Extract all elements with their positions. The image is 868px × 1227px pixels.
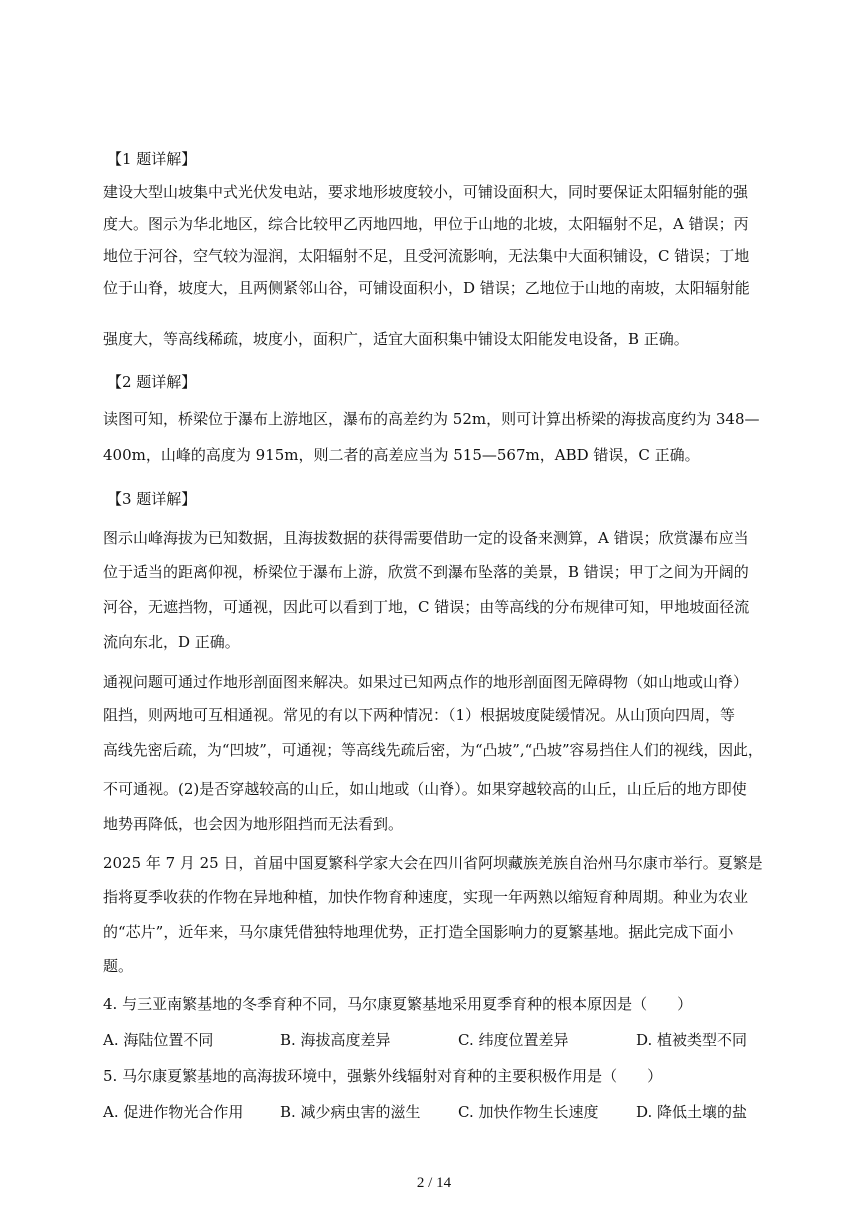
section-header: 【2 题详解】 <box>107 373 197 391</box>
answer-line: 河谷，无遮挡物，可通视，因此可以看到丁地，C 错误；由等高线的分布规律可知，甲地坡面径流 <box>103 598 750 616</box>
note-line: 高线先密后疏，为“凹坡”，可通视；等高线先疏后密，为“凸坡”,“凸坡”容易挡住人们的视线，因此， <box>103 741 763 759</box>
section-header: 【1 题详解】 <box>107 150 197 168</box>
answer-line: 位于山脊，坡度大，且两侧紧邻山谷，可铺设面积小，D 错误；乙地位于山地的南坡，太阳辐射能 <box>103 279 750 297</box>
answer-line: 400m，山峰的高度为 915m，则二者的高差应当为 515—567m，ABD 错误，C 正确。 <box>103 446 700 464</box>
answer-line: 读图可知，桥梁位于瀑布上游地区，瀑布的高差约为 52m，则可计算出桥梁的海拔高度约为 348— <box>103 410 760 428</box>
note-line: 地势再降低，也会因为地形阻挡而无法看到。 <box>103 815 404 833</box>
note-line: 阻挡，则两地可互相通视。常见的有以下两种情况：（1）根据坡度陡缓情况。从山顶向四周，等 <box>103 706 736 724</box>
option-a: A. 促进作物光合作用 <box>103 1103 244 1121</box>
answer-line: 位于适当的距离仰视，桥梁位于瀑布上游，欣赏不到瀑布坠落的美景，B 错误；甲丁之间为开阔的 <box>103 563 749 581</box>
note-line: 通视问题可通过作地形剖面图来解决。如果过已知两点作的地形剖面图无障碍物（如山地或山脊） <box>103 673 749 691</box>
answer-line: 强度大，等高线稀疏，坡度小，面积广，适宜大面积集中铺设太阳能发电设备，B 正确。 <box>103 330 689 348</box>
passage-line: 题。 <box>103 957 134 975</box>
option-b: B. 减少病虫害的滋生 <box>280 1103 421 1121</box>
answer-line: 流向东北，D 正确。 <box>103 633 240 651</box>
passage-line: 的“芯片”，近年来，马尔康凭借独特地理优势，正打造全国影响力的夏繁基地。据此完成下面小 <box>103 923 734 941</box>
option-c: C. 加快作物生长速度 <box>458 1103 599 1121</box>
option-b: B. 海拔高度差异 <box>280 1031 391 1049</box>
option-c: C. 纬度位置差异 <box>458 1031 569 1049</box>
question-stem: 5. 马尔康夏繁基地的高海拔环境中，强紫外线辐射对育种的主要积极作用是（ ） <box>103 1067 663 1085</box>
option-d: D. 降低土壤的盐 <box>636 1103 748 1121</box>
answer-line: 地位于河谷，空气较为湿润，太阳辐射不足，且受河流影响，无法集中大面积铺设，C 错误；丁地 <box>103 247 750 265</box>
passage-line: 2025 年 7 月 25 日，首届中国夏繁科学家大会在四川省阿坝藏族羌族自治州马尔康市举行。夏繁是 <box>103 854 763 872</box>
option-a: A. 海陆位置不同 <box>103 1031 214 1049</box>
passage-line: 指将夏季收获的作物在异地种植，加快作物育种速度，实现一年两熟以缩短育种周期。种业为农业 <box>103 888 749 906</box>
answer-line: 建设大型山坡集中式光伏发电站，要求地形坡度较小，可铺设面积大，同时要保证太阳辐射能的强 <box>103 183 749 201</box>
answer-line: 度大。图示为华北地区，综合比较甲乙丙地四地，甲位于山地的北坡，太阳辐射不足，A 错误；丙 <box>103 215 749 233</box>
question-stem: 4. 与三亚南繁基地的冬季育种不同，马尔康夏繁基地采用夏季育种的根本原因是（ ） <box>103 995 693 1013</box>
section-header: 【3 题详解】 <box>107 490 197 508</box>
answer-line: 图示山峰海拔为已知数据，且海拔数据的获得需要借助一定的设备来测算，A 错误；欣赏瀑布应当 <box>103 529 749 547</box>
option-d: D. 植被类型不同 <box>636 1031 748 1049</box>
page-number: 2 / 14 <box>416 1175 452 1191</box>
note-line: 不可通视。(2)是否穿越较高的山丘，如山地或（山脊）。如果穿越较高的山丘，山丘后的地方即使 <box>103 780 747 798</box>
